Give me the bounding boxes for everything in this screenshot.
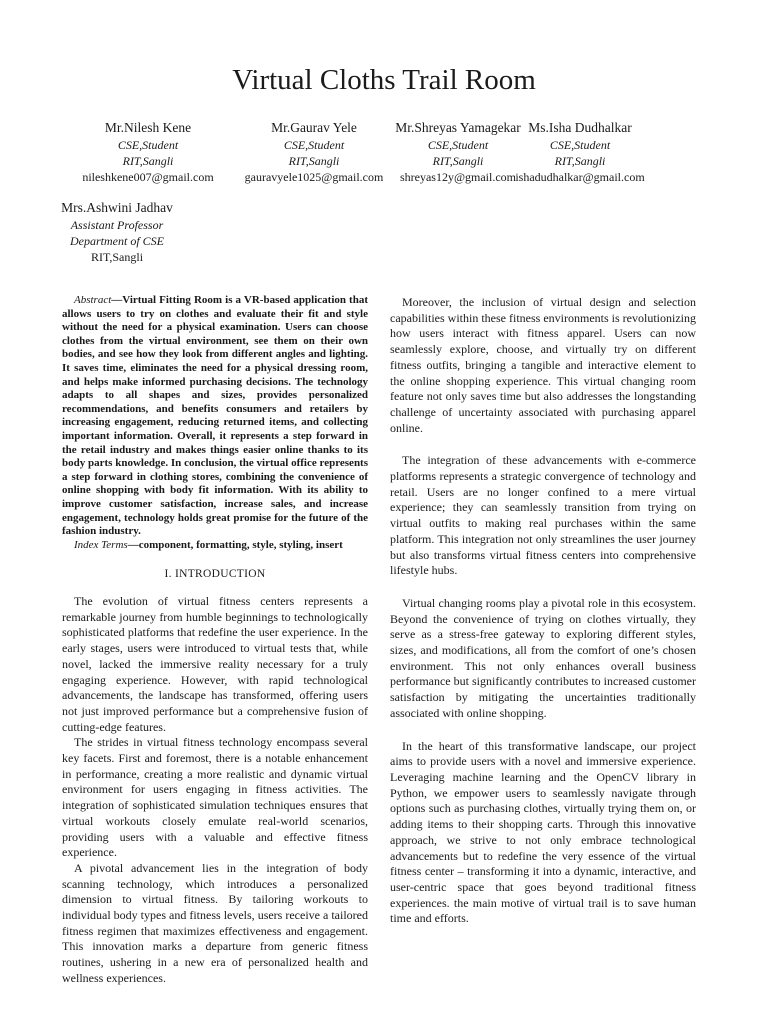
author-role: Assistant Professor: [70, 218, 164, 232]
index-terms: [62, 539, 368, 553]
author-affiliation: RIT,Sangli: [554, 154, 606, 168]
author-name: Mr.Nilesh Kene: [104, 120, 192, 135]
author-name: Ms.Isha Dudhalkar: [528, 120, 632, 135]
author-email: RIT,Sangli: [90, 250, 144, 264]
author-role: CSE,Student: [549, 138, 611, 152]
author-email: gauravyele1025@gmail.com: [244, 170, 384, 184]
left-column: [62, 294, 368, 987]
author-affiliation: RIT,Sangli: [288, 154, 340, 168]
author-affiliation: Department of CSE: [70, 234, 164, 248]
paragraph: Virtual changing rooms play a pivotal role in this ecosystem. Beyond the convenience of trying on clothes virtually, they serve as a stress-free gateway to exploring different styles, sizes, and modifications, all from the comfort of one’s chosen environment. This not only enhances overall business performance but significantly contributes to increased customer satisfaction by mitigating the uncertainties traditionally associated with online shopping.: [390, 595, 696, 720]
author-affiliation: RIT,Sangli: [432, 154, 484, 168]
author-name: Mr.Gaurav Yele: [271, 120, 357, 135]
abstract-text: —Virtual Fitting Room is a VR-based application that allows users to try on clothes and evaluate their fit and style without the need for a physical examination. Users can choose clothes from the virtual environment, see them on their own bodies, and see how they look from different angles and lighting. It saves time, eliminates the need for a physical dressing room, and helps make informed purchasing decisions. The technology adapts to all shapes and sizes, provides personalized recommendations, and benefits consumers and retailers by increasing engagement, reducing returned items, and collecting important information. Overall, it represents a step forward in the retail industry and makes things easier online thanks to its body parts knowledge. In conclusion, the virtual office represents a step forward in clothing stores, combining the convenience of online shopping with body fit information. With its ability to improve customer satisfaction, increase sales, and increase engagement, technology holds great promise for the future of the fashion industry.: [62, 294, 368, 538]
author-block-4: [511, 119, 649, 185]
author-block-1: [57, 119, 239, 185]
author-name: Mrs.Ashwini Jadhav: [61, 200, 173, 215]
paragraph: The strides in virtual fitness technology encompass several key facets. First and foremost, there is a notable enhancement in performance, creating a more realistic and dynamic virtual environment for users engaging in fitness activities. The integration of sophisticated simulation techniques ensures that virtual workouts closely emulate real-world scenarios, providing users with a valuable and effective fitness experience.: [62, 735, 368, 860]
abstract: [62, 294, 368, 539]
abstract-label: Abstract: [74, 294, 112, 306]
paragraph: In the heart of this transformative landscape, our project aims to provide users with a novel and immersive experience. Leveraging machine learning and the OpenCV library in Python, we empower users to seamlessly navigate through options such as purchasing clothes, virtually trying them on, or adding items to their shopping carts. Through this innovative approach, we strive to not only embrace technological advancements but to redefine the very essence of the virtual fitness center – transforming it into a dynamic, interactive, and user-centric space that goes beyond traditional fitness experiences. the main motive of virtual trail is to save human time and efforts.: [390, 738, 696, 926]
paragraph: Moreover, the inclusion of virtual design and selection capabilities within these fitness environments is revolutionizing how users interact with fitness apparel. Users can now seamlessly explore, choose, and virtually try on different fitness outfits, bringing a tangible and interactive element to the online shopping experience. This virtual changing room feature not only saves time but also addresses the longstanding challenge of uncertainty associated with purchasing apparel online.: [390, 295, 696, 435]
author-email: nileshkene007@gmail.com: [82, 170, 214, 184]
author-email: ishadudhalkar@gmail.com: [515, 170, 645, 184]
author-role: CSE,Student: [283, 138, 345, 152]
author-block-5: [48, 199, 186, 265]
author-role: CSE,Student: [427, 138, 489, 152]
right-column: [390, 295, 696, 927]
paragraph: A pivotal advancement lies in the integration of body scanning technology, which introduces a personalized dimension to virtual fitness. By tailoring workouts to individual body types and fitness levels, users receive a tailored fitness regimen that maximizes effectiveness and engagement. This innovation marks a departure from generic fitness routines, ushering in a new era of personalized health and wellness experiences.: [62, 860, 368, 985]
author-role: CSE,Student: [117, 138, 179, 152]
author-affiliation: RIT,Sangli: [122, 154, 174, 168]
index-terms-text: —component, formatting, style, styling, insert: [127, 538, 343, 551]
index-terms-label: Index Terms: [74, 538, 128, 551]
paper-title: Virtual Cloths Trail Room: [232, 64, 536, 96]
author-name: Mr.Shreyas Yamagekar: [395, 120, 521, 135]
section-heading: I. INTRODUCTION: [164, 568, 266, 581]
paragraph: The integration of these advancements with e-commerce platforms represents a strategic convergence of technology and retail. Users are no longer confined to a mere virtual experience; they can seamlessly transition from trying on virtual outfits to making real purchases within the same platform. This integration not only streamlines the user journey but also transforms virtual fitness centers into comprehensive lifestyle hubs.: [390, 453, 696, 578]
paragraph: The evolution of virtual fitness centers represents a remarkable journey from humble beginnings to technologically sophisticated platforms that redefine the user experience. In the early stages, users were introduced to virtual tests that, while novel, lacked the immersive reality necessary for a truly engaging experience. However, with rapid technological advancements, the landscape has transformed, offering users not just improved performance but a comprehensive fusion of cutting-edge features.: [62, 593, 368, 734]
author-email: shreyas12y@gmail.com: [399, 170, 517, 184]
